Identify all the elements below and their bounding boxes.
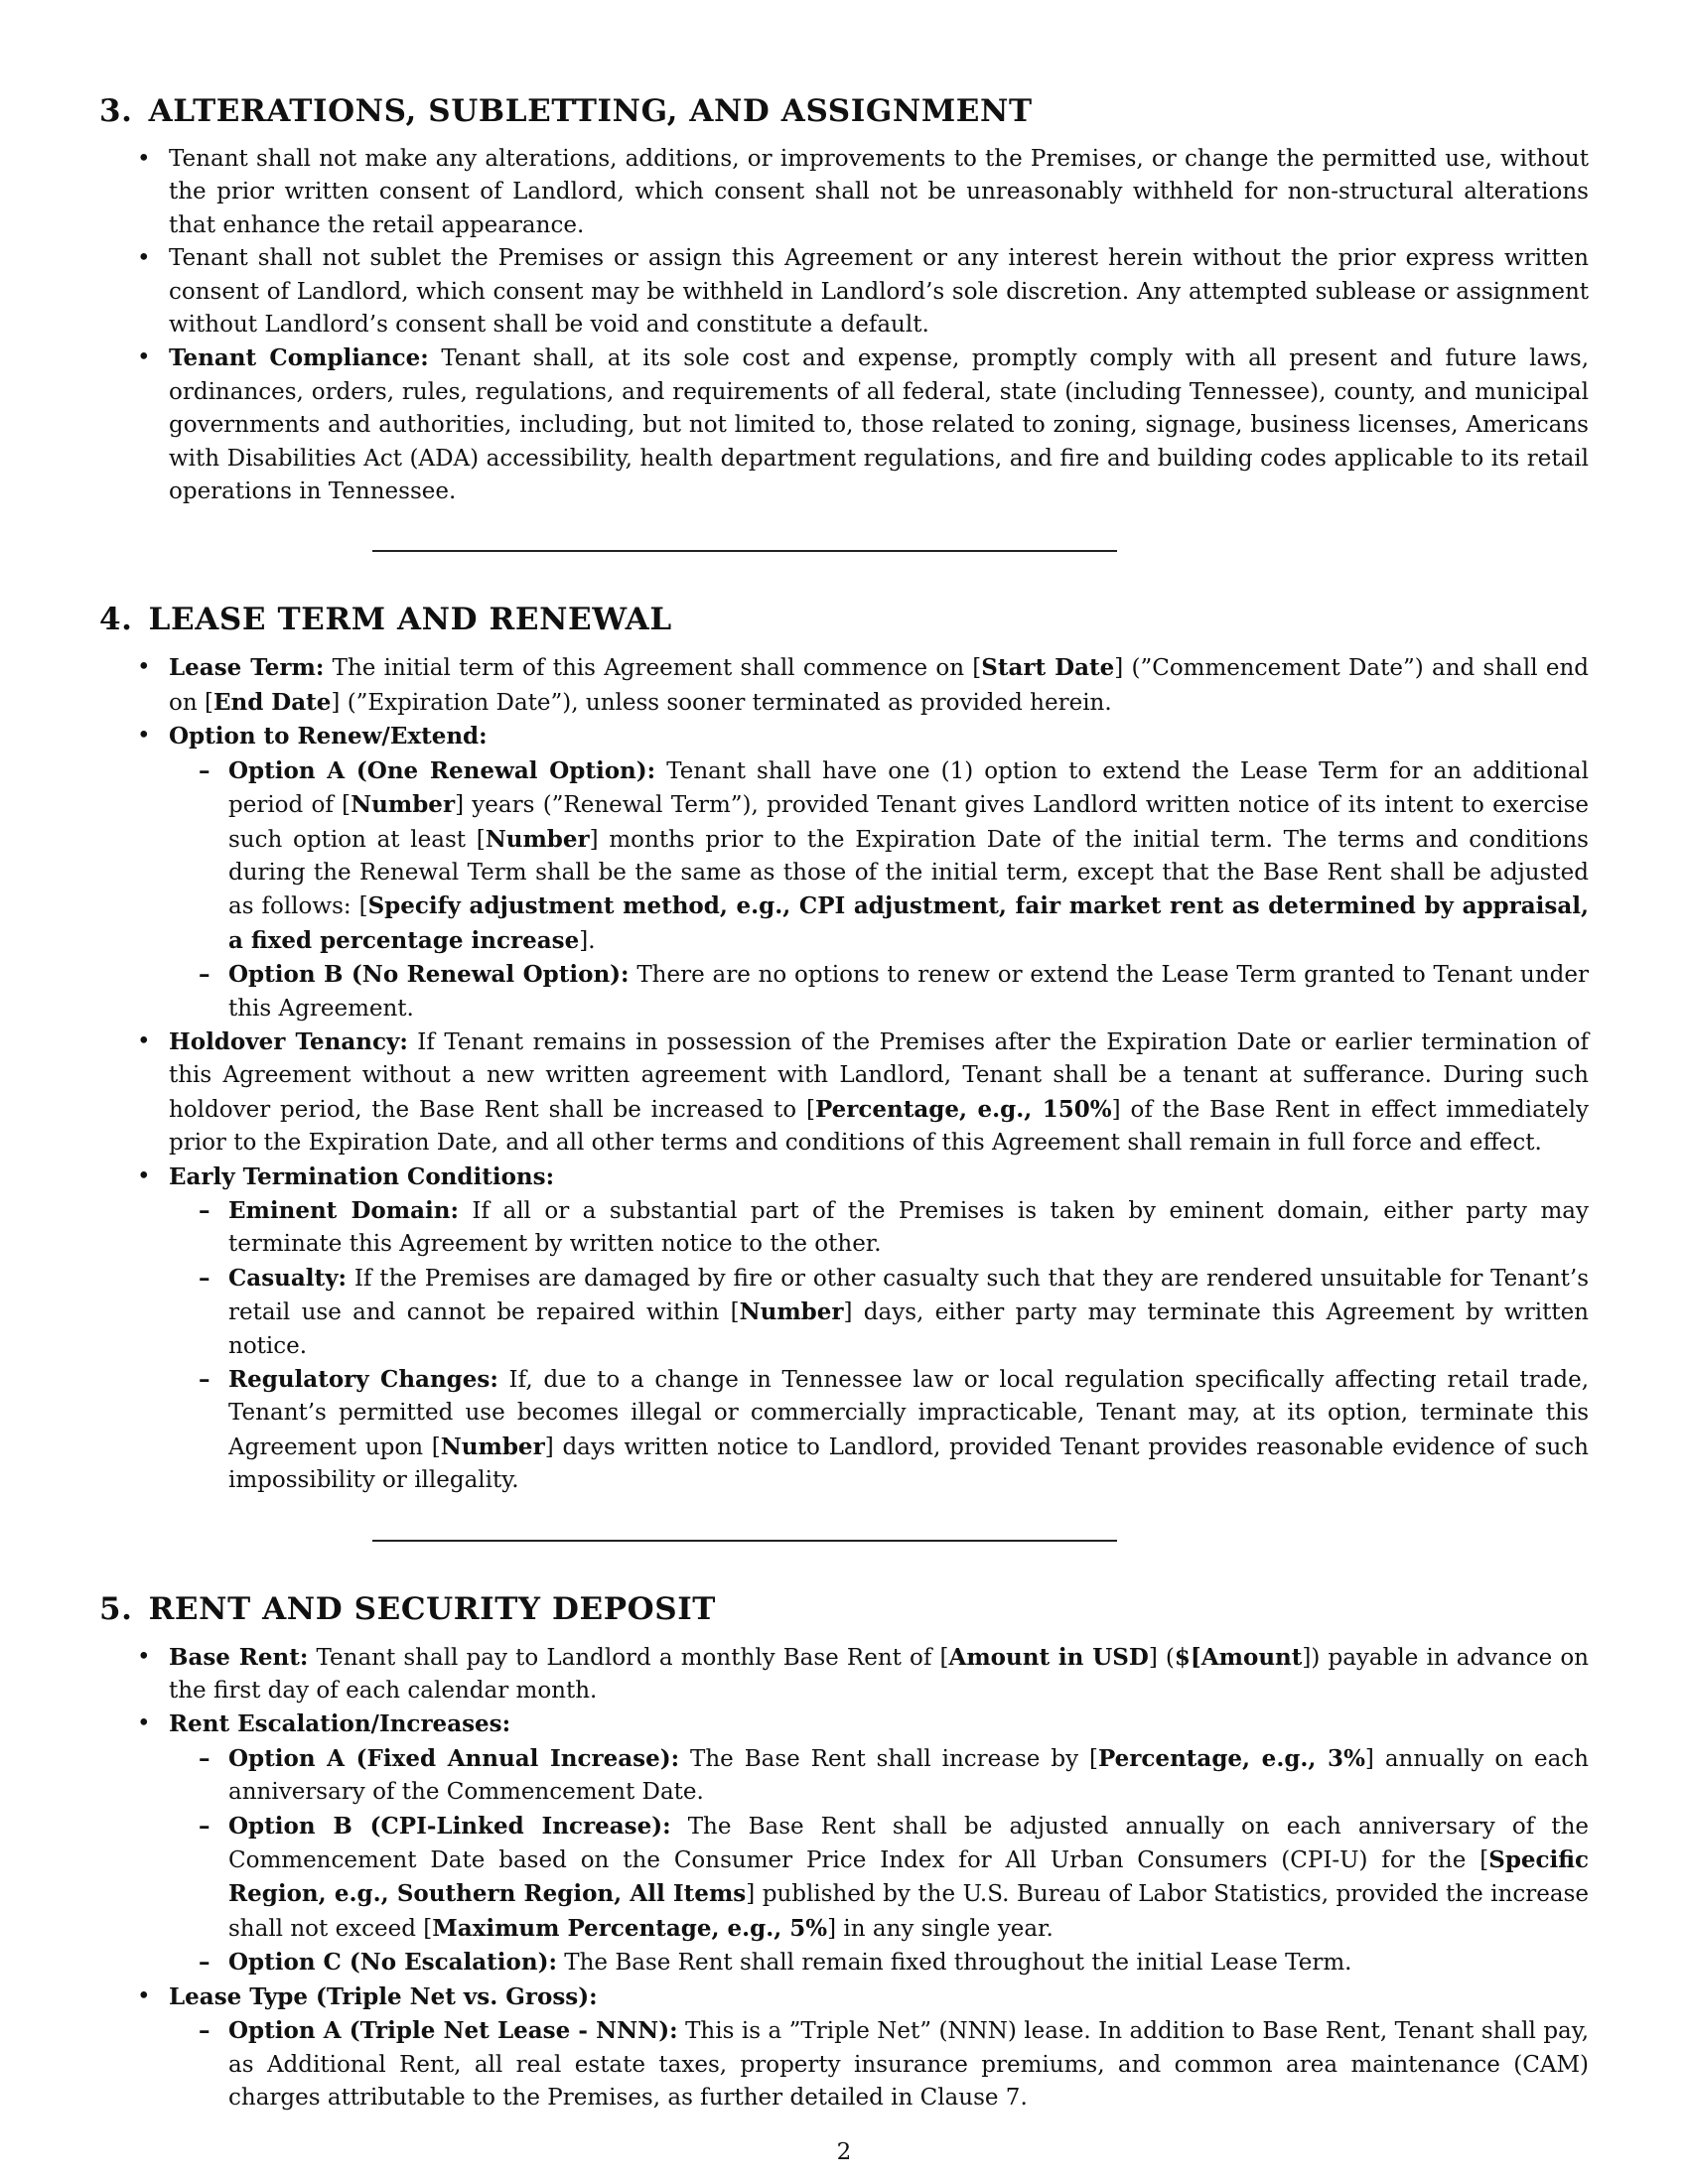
sub-list-item: – Eminent Domain: If all or a substantial part of the Premises is taken by eminent domain, either party may terminate this Agreement by written notice to the other. [169, 1194, 1589, 1262]
sub-list [169, 1742, 1589, 1980]
section-heading: 4. LEASE TERM AND RENEWAL [99, 602, 672, 638]
list-item: • Holdover Tenancy: If Tenant remains in possession of the Premises after the Expiration Date or earlier termination of this Agreement without a new written agreement with Landlord, Tenant shall be a tenant at sufferance. During such holdover period, the Base Rent shall be increased to [Percentage, e.g., 150%] of the Base Rent in effect immediately prior to the Expiration Date, and all other terms and conditions of this Agreement shall remain in full force and effect. [99, 1025, 1589, 1160]
sub-list [169, 2014, 1589, 2115]
list-item: • Early Termination Conditions: – Eminent Domain: If all or a substantial part of the Premises is taken by eminent domain, either party may terminate this Agreement by written notice to the other. – Casualty: If the Premises are damaged by fire or other casualty such that they are rendered unsuitable for Tenant’s retail use and cannot be repaired within [Number] days, either party may terminate this Agreement by written notice. – Regulatory Changes: If, due to a change in Tennessee law or local regulation specifically affecting retail trade, Tenant’s permitted use becomes illegal or commercially impracticable, Tenant may, at its option, terminate this Agreement upon [Number] days written notice to Landlord, provided Tenant provides reasonable evidence of such impossibility or illegality. [99, 1160, 1589, 1498]
list-item: • Tenant shall not make any alterations, additions, or improvements to the Premises, or change the permitted use, without the prior written consent of Landlord, which consent shall not be unreasonably withheld for non-structural alterations that enhance the retail appearance. [99, 143, 1589, 242]
section-4 [99, 600, 1589, 1497]
bullet-list [99, 651, 1589, 1497]
sub-list-item: – Option A (One Renewal Option): Tenant shall have one (1) option to extend the Lease Term for an additional period of [Number] years (”Renewal Term”), provided Tenant gives Landlord written notice of its intent to exercise such option at least [Number] months prior to the Expiration Date of the initial term. The terms and conditions during the Renewal Term shall be the same as those of the initial term, except that the Base Rent shall be adjusted as follows: [Specify adjustment method, e.g., CPI adjustment, fair market rent as determined by appraisal, a fixed percentage increase]. [169, 754, 1589, 958]
sub-list-item: – Option A (Fixed Annual Increase): The Base Rent shall increase by [Percentage, e.g., 3%] annually on each anniversary of the Commencement Date. [169, 1742, 1589, 1810]
list-item: • Lease Term: The initial term of this Agreement shall commence on [Start Date] (”Commencement Date”) and shall end on [End Date] (”Expiration Date”), unless sooner terminated as provided herein. [99, 651, 1589, 720]
sub-list-item: – Option A (Triple Net Lease - NNN): This is a ”Triple Net” (NNN) lease. In addition to Base Rent, Tenant shall pay, as Additional Rent, all real estate taxes, property insurance premiums, and common area maintenance (CAM) charges attributable to the Premises, as further detailed in Clause 7. [169, 2014, 1589, 2115]
bullet-list [99, 1641, 1589, 2116]
section-5 [99, 1589, 1589, 2116]
item-label: Tenant Compliance: [169, 344, 429, 372]
section-3 [99, 91, 1589, 508]
sub-list-item: – Casualty: If the Premises are damaged by fire or other casualty such that they are rendered unsuitable for Tenant’s retail use and cannot be repaired within [Number] days, either party may terminate this Agreement by written notice. [169, 1262, 1589, 1363]
sub-list [169, 1194, 1589, 1498]
sub-list [169, 754, 1589, 1025]
section-divider [372, 550, 1117, 552]
list-item: • Tenant Compliance: Tenant shall, at its sole cost and expense, promptly comply with all present and future laws, ordinances, orders, rules, regulations, and requirements of all federal, state (including Tennessee), county, and municipal governments and authorities, including, but not limited to, those related to zoning, signage, business licenses, Americans with Disabilities Act (ADA) accessibility, health department regulations, and fire and building codes applicable to its retail operations in Tennessee. [99, 341, 1589, 508]
section-divider [372, 1540, 1117, 1542]
bullet-list [99, 143, 1589, 508]
sub-list-item: – Regulatory Changes: If, due to a change in Tennessee law or local regulation specifically affecting retail trade, Tenant’s permitted use becomes illegal or commercially impracticable, Tenant may, at its option, terminate this Agreement upon [Number] days written notice to Landlord, provided Tenant provides reasonable evidence of such impossibility or illegality. [169, 1363, 1589, 1498]
list-item: • Tenant shall not sublet the Premises or assign this Agreement or any interest herein without the prior express written consent of Landlord, which consent may be withheld in Landlord’s sole discretion. Any attempted sublease or assignment without Landlord’s consent shall be void and constitute a default. [99, 242, 1589, 341]
page-number: 2 [836, 2139, 852, 2165]
document-content [99, 91, 1589, 2115]
list-item: • Base Rent: Tenant shall pay to Landlord a monthly Base Rent of [Amount in USD] ($[Amount]) payable in advance on the first day of each calendar month. [99, 1641, 1589, 1708]
sub-list-item: – Option B (No Renewal Option): There are no options to renew or extend the Lease Term granted to Tenant under this Agreement. [169, 958, 1589, 1025]
sub-list-item: – Option B (CPI-Linked Increase): The Base Rent shall be adjusted annually on each anniversary of the Commencement Date based on the Consumer Price Index for All Urban Consumers (CPI-U) for the [Specific Region, e.g., Southern Region, All Items] published by the U.S. Bureau of Labor Statistics, provided the increase shall not exceed [Maximum Percentage, e.g., 5%] in any single year. [169, 1810, 1589, 1947]
list-item: • Option to Renew/Extend: – Option A (One Renewal Option): Tenant shall have one (1) option to extend the Lease Term for an additional period of [Number] years (”Renewal Term”), provided Tenant gives Landlord written notice of its intent to exercise such option at least [Number] months prior to the Expiration Date of the initial term. The terms and conditions during the Renewal Term shall be the same as those of the initial term, except that the Base Rent shall be adjusted as follows: [Specify adjustment method, e.g., CPI adjustment, fair market rent as determined by appraisal, a fixed percentage increase]. – Option B (No Renewal Option): There are no options to renew or extend the Lease Term granted to Tenant under this Agreement. [99, 720, 1589, 1025]
list-item: • Rent Escalation/Increases: – Option A (Fixed Annual Increase): The Base Rent shall increase by [Percentage, e.g., 3%] annually on each anniversary of the Commencement Date. – Option B (CPI-Linked Increase): The Base Rent shall be adjusted annually on each anniversary of the Commencement Date based on the Consumer Price Index for All Urban Consumers (CPI-U) for the [Specific Region, e.g., Southern Region, All Items] published by the U.S. Bureau of Labor Statistics, provided the increase shall not exceed [Maximum Percentage, e.g., 5%] in any single year. – Option C (No Escalation): The Base Rent shall remain fixed throughout the initial Lease Term. [99, 1707, 1589, 1979]
list-item: • Lease Type (Triple Net vs. Gross): – Option A (Triple Net Lease - NNN): This is a ”Triple Net” (NNN) lease. In addition to Base Rent, Tenant shall pay, as Additional Rent, all real estate taxes, property insurance premiums, and common area maintenance (CAM) charges attributable to the Premises, as further detailed in Clause 7. [99, 1980, 1589, 2116]
sub-list-item: – Option C (No Escalation): The Base Rent shall remain fixed throughout the initial Lease Term. [169, 1946, 1589, 1979]
section-heading: 5. RENT AND SECURITY DEPOSIT [99, 1590, 716, 1627]
section-heading: 3. ALTERATIONS, SUBLETTING, AND ASSIGNMENT [99, 93, 1033, 129]
